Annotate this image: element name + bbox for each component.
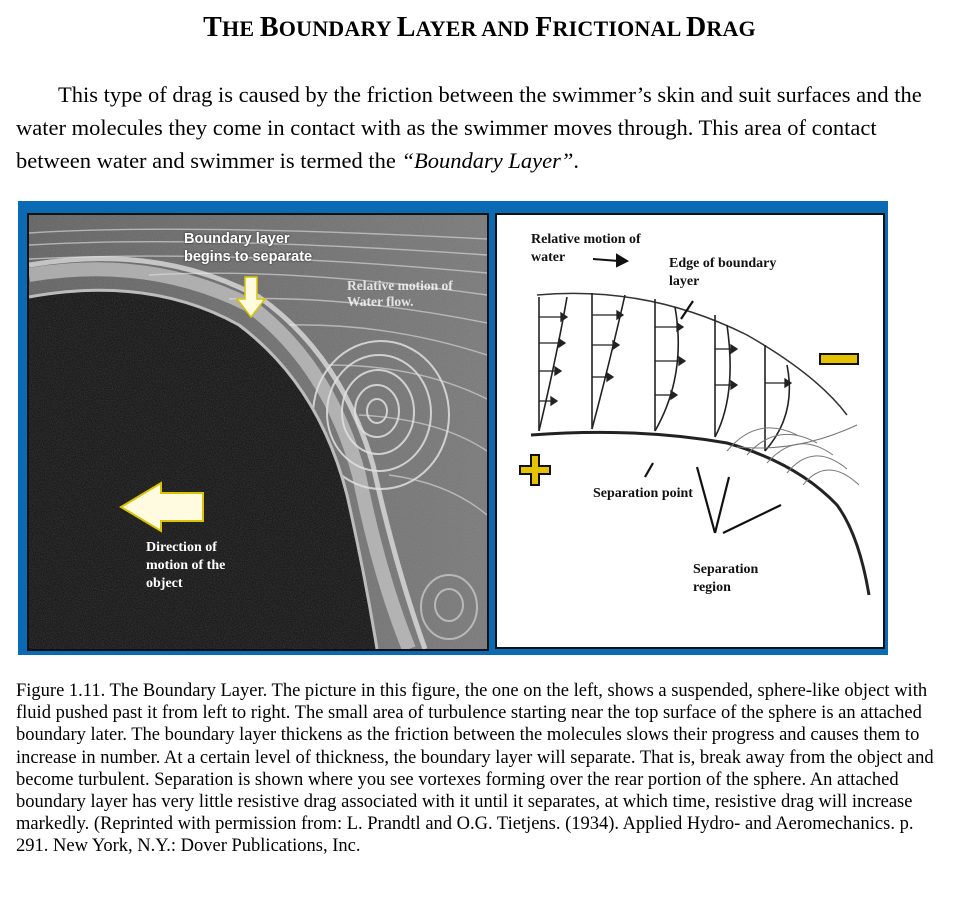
- boundary-layer-term: “Boundary Layer”: [401, 148, 574, 173]
- label-separation-region: Separation region: [693, 562, 759, 595]
- intro-paragraph: This type of drag is caused by the friction between the swimmer’s skin and suit surfaces and the water molecules they come in contact with as the swimmer moves through. This area of contact between water and swimmer is termed the “Boundary Layer”.: [16, 82, 922, 173]
- figure: [18, 201, 888, 655]
- label-relative-motion: Relative motion of water: [531, 232, 641, 265]
- figure-caption: Figure 1.11. The Boundary Layer. The picture in this figure, the one on the left, shows a suspended, sphere-like object with fluid pushed past it from left to right. The small area of turbulence starting near the top surface of the sphere is an attached boundary later. The boundary layer thickens as the friction between the molecules slows their progress and causes them to increase in number. At a certain level of thickness, the boundary layer will separate. That is, break away from the object and become turbulent. Separation is shown where you see vortexes forming over the rear portion of the sphere. An attached boundary layer has very little resistive drag associated with it until it separates, at which time, resistive drag will increase markedly. (Reprinted with permission from: L. Prandtl and O.G. Tietjens. (1934). Applied Hydro- and Aeromechanics. p. 291. New York, N.Y.: Dover Publications, Inc.: [16, 681, 934, 857]
- label-separation-point: Separation point: [593, 486, 693, 501]
- minus-icon: [819, 353, 859, 365]
- label-direction-motion: Direction of motion of the object: [146, 540, 226, 591]
- label-boundary-separate: Boundary layer begins to separate: [184, 231, 313, 265]
- boundary-diagram-panel: [495, 213, 885, 649]
- plus-icon: [519, 454, 551, 486]
- page-title: THE BOUNDARY LAYER AND FRICTIONAL DRAG: [203, 12, 756, 43]
- label-edge-boundary: Edge of boundary layer: [669, 256, 777, 289]
- label-water-flow: Relative motion of Water flow.: [347, 278, 453, 309]
- flow-photo-panel: [27, 213, 489, 651]
